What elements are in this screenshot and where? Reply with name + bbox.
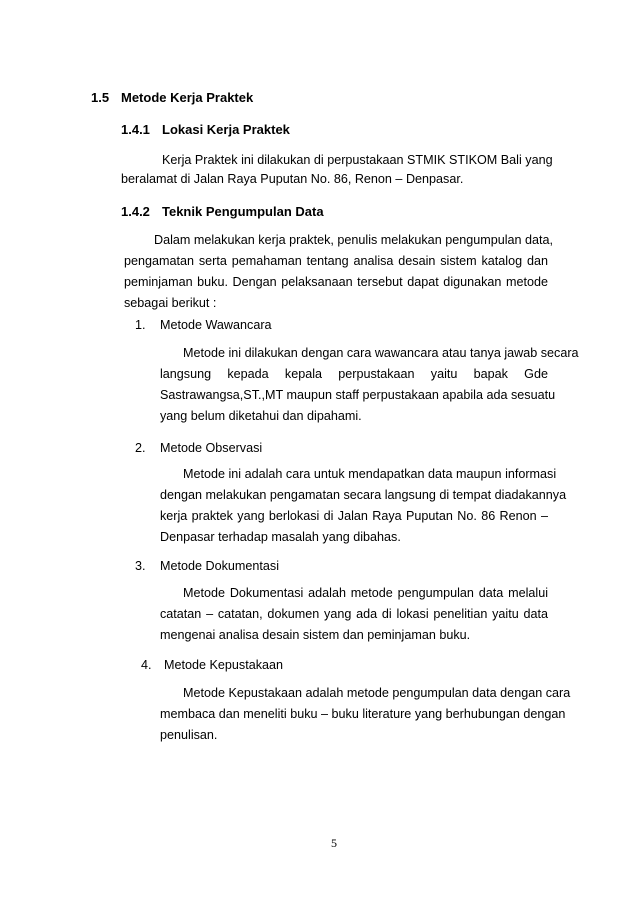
subsection-1-title: Lokasi Kerja Praktek	[162, 122, 290, 137]
subsection-2-number: 1.4.2	[121, 204, 150, 219]
method-number: 2.	[135, 441, 146, 455]
method-line: Metode Dokumentasi adalah metode pengumpulan data melalui	[183, 586, 548, 600]
method-number: 3.	[135, 559, 146, 573]
method-title: Metode Observasi	[160, 441, 263, 455]
method-line: dengan melakukan pengamatan secara langsung di tempat diadakannya	[160, 488, 567, 502]
method-line: mengenai analisa desain sistem dan peminjaman buku.	[160, 628, 471, 642]
subsection-1-number: 1.4.1	[121, 122, 150, 137]
subsection-2-line: peminjaman buku. Dengan pelaksanaan tersebut dapat digunakan metode	[124, 275, 548, 289]
subsection-2-line: Dalam melakukan kerja praktek, penulis melakukan pengumpulan data,	[154, 233, 554, 247]
method-title: Metode Kepustakaan	[164, 658, 284, 672]
method-title: Metode Wawancara	[160, 318, 272, 332]
subsection-2-line: sebagai berikut :	[124, 296, 217, 310]
method-number: 1.	[135, 318, 146, 332]
subsection-2-line: pengamatan serta pemahaman tentang analisa desain sistem katalog dan	[124, 254, 548, 268]
method-line: penulisan.	[160, 728, 218, 742]
method-number: 4.	[141, 658, 152, 672]
page-number: 5	[331, 836, 337, 850]
method-line: Sastrawangsa,ST.,MT maupun staff perpustakaan apabila ada sesuatu	[160, 388, 556, 402]
method-line: kerja praktek yang berlokasi di Jalan Raya Puputan No. 86 Renon –	[160, 509, 548, 523]
subsection-2-title: Teknik Pengumpulan Data	[162, 204, 324, 219]
method-line: catatan – catatan, dokumen yang ada di lokasi penelitian yaitu data	[160, 607, 548, 621]
method-line: langsung kepada kepala perpustakaan yaitu bapak Gde	[160, 367, 548, 381]
method-line: Denpasar terhadap masalah yang dibahas.	[160, 530, 401, 544]
method-line: membaca dan meneliti buku – buku literature yang berhubungan dengan	[160, 707, 566, 721]
method-line: Metode Kepustakaan adalah metode pengumpulan data dengan cara	[183, 686, 571, 700]
method-title: Metode Dokumentasi	[160, 559, 280, 573]
section-number: 1.5	[91, 90, 110, 105]
method-line: Metode ini adalah cara untuk mendapatkan data maupun informasi	[183, 467, 557, 481]
method-line: yang belum diketahui dan dipahami.	[160, 409, 362, 423]
subsection-1-line: Kerja Praktek ini dilakukan di perpustakaan STMIK STIKOM Bali yang	[162, 153, 553, 167]
method-line: Metode ini dilakukan dengan cara wawancara atau tanya jawab secara	[183, 346, 579, 360]
section-title: Metode Kerja Praktek	[121, 90, 254, 105]
subsection-1-line: beralamat di Jalan Raya Puputan No. 86, Renon – Denpasar.	[121, 172, 464, 186]
